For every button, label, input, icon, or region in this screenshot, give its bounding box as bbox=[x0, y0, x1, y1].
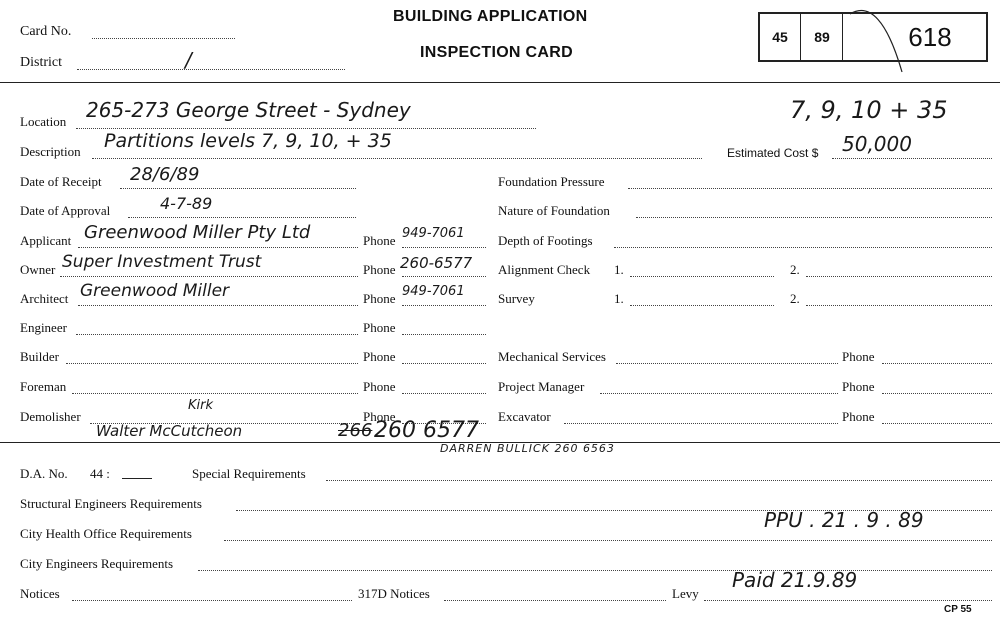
notices-line bbox=[72, 600, 352, 601]
survey-line-1 bbox=[630, 305, 774, 306]
contact-phone-handwriting: 260 6577 bbox=[374, 418, 479, 443]
applicant-value: Greenwood Miller Pty Ltd bbox=[84, 222, 311, 243]
notices-label: Notices bbox=[20, 586, 60, 601]
engineer-phone-line bbox=[402, 334, 486, 335]
alignment-check-num-1: 1. bbox=[614, 262, 624, 277]
location-line bbox=[76, 128, 536, 129]
darren-note: DARREN BULLICK 260 6563 bbox=[440, 442, 615, 455]
da-no-value: 44 : bbox=[90, 466, 110, 481]
health-label: City Health Office Requirements bbox=[20, 526, 192, 541]
applicant-label: Applicant bbox=[20, 233, 72, 248]
da-no-dash bbox=[122, 478, 152, 479]
nature-foundation-label: Nature of Foundation bbox=[498, 203, 610, 218]
district-label: District bbox=[20, 55, 62, 70]
card-number: 618 bbox=[908, 21, 952, 52]
form-code: CP 55 bbox=[944, 604, 972, 615]
health-line bbox=[224, 540, 992, 541]
mechanical-phone-line bbox=[882, 363, 992, 364]
builder-line bbox=[66, 363, 358, 364]
depth-footings-label: Depth of Footings bbox=[498, 233, 593, 248]
box-code-1: 45 bbox=[772, 29, 788, 45]
owner-line bbox=[60, 276, 358, 277]
date-approval-label: Date of Approval bbox=[20, 203, 111, 218]
owner-phone-label: Phone bbox=[363, 262, 396, 277]
survey-line-2 bbox=[806, 305, 992, 306]
contact-handwriting: Walter McCutcheon bbox=[96, 422, 243, 440]
nature-foundation-line bbox=[636, 217, 992, 218]
form-title-line2: INSPECTION CARD bbox=[420, 44, 573, 61]
mechanical-line bbox=[616, 363, 838, 364]
city-engineers-label: City Engineers Requirements bbox=[20, 556, 174, 571]
health-value: PPU . 21 . 9 . 89 bbox=[764, 508, 924, 532]
box-code-2: 89 bbox=[814, 29, 830, 45]
owner-label: Owner bbox=[20, 262, 56, 277]
project-manager-line bbox=[600, 393, 838, 394]
survey-label: Survey bbox=[498, 291, 535, 306]
survey-num-2: 2. bbox=[790, 291, 800, 306]
demolisher-value: Kirk bbox=[188, 398, 214, 413]
architect-value: Greenwood Miller bbox=[80, 281, 230, 301]
da-no-label: D.A. No. bbox=[20, 466, 68, 481]
engineer-phone-label: Phone bbox=[363, 320, 396, 335]
excavator-phone-label: Phone bbox=[842, 409, 875, 424]
date-receipt-line bbox=[120, 188, 356, 189]
builder-phone-line bbox=[402, 363, 486, 364]
builder-label: Builder bbox=[20, 349, 59, 364]
mechanical-phone-label: Phone bbox=[842, 349, 875, 364]
date-receipt-label: Date of Receipt bbox=[20, 174, 102, 189]
architect-line bbox=[78, 305, 358, 306]
levy-value: Paid 21.9.89 bbox=[732, 568, 858, 592]
owner-phone-line bbox=[402, 276, 486, 277]
struck-number: 266 bbox=[338, 420, 373, 441]
alignment-check-label: Alignment Check bbox=[498, 262, 591, 277]
project-manager-phone-line bbox=[882, 393, 992, 394]
architect-phone-value: 949-7061 bbox=[402, 284, 465, 299]
structural-label: Structural Engineers Requirements bbox=[20, 496, 202, 511]
alignment-check-line-2 bbox=[806, 276, 992, 277]
date-receipt-value: 28/6/89 bbox=[130, 164, 200, 185]
special-requirements-line bbox=[326, 480, 992, 481]
applicant-phone-value: 949-7061 bbox=[402, 226, 465, 241]
card-no-label: Card No. bbox=[20, 24, 72, 39]
estimated-cost-value: 50,000 bbox=[842, 132, 912, 156]
card-no-line bbox=[92, 38, 235, 39]
box-divider bbox=[800, 14, 801, 60]
pen-stroke-mark bbox=[842, 2, 912, 82]
estimated-cost-label: Estimated Cost $ bbox=[727, 146, 819, 160]
survey-num-1: 1. bbox=[614, 291, 624, 306]
excavator-label: Excavator bbox=[498, 409, 551, 424]
description-value: Partitions levels 7, 9, 10, + 35 bbox=[104, 130, 392, 152]
applicant-phone-line bbox=[402, 247, 486, 248]
architect-label: Architect bbox=[20, 291, 69, 306]
header-rule bbox=[0, 82, 1000, 83]
architect-phone-line bbox=[402, 305, 486, 306]
depth-footings-line bbox=[614, 247, 992, 248]
foundation-pressure-label: Foundation Pressure bbox=[498, 174, 605, 189]
alignment-check-line-1 bbox=[630, 276, 774, 277]
excavator-line bbox=[564, 423, 838, 424]
project-manager-phone-label: Phone bbox=[842, 379, 875, 394]
special-requirements-label: Special Requirements bbox=[192, 466, 306, 481]
foreman-line bbox=[72, 393, 358, 394]
city-engineers-line bbox=[198, 570, 992, 571]
levy-line bbox=[704, 600, 992, 601]
applicant-phone-label: Phone bbox=[363, 233, 396, 248]
foreman-label: Foreman bbox=[20, 379, 67, 394]
builder-phone-label: Phone bbox=[363, 349, 396, 364]
form-title-line1: BUILDING APPLICATION bbox=[393, 8, 588, 25]
district-line bbox=[77, 69, 345, 70]
excavator-phone-line bbox=[882, 423, 992, 424]
owner-value: Super Investment Trust bbox=[62, 252, 262, 272]
engineer-label: Engineer bbox=[20, 320, 67, 335]
foundation-pressure-line bbox=[628, 188, 992, 189]
owner-phone-value: 260-6577 bbox=[400, 254, 473, 272]
description-label: Description bbox=[20, 144, 81, 159]
location-label: Location bbox=[20, 114, 67, 129]
demolisher-phone-label: Phone bbox=[363, 409, 396, 424]
card-number-box bbox=[758, 12, 988, 62]
architect-phone-label: Phone bbox=[363, 291, 396, 306]
applicant-line bbox=[78, 247, 358, 248]
estimated-cost-line bbox=[832, 158, 992, 159]
location-value: 265-273 George Street - Sydney bbox=[86, 98, 411, 122]
foreman-phone-line bbox=[402, 393, 486, 394]
foreman-phone-label: Phone bbox=[363, 379, 396, 394]
district-value: / bbox=[185, 48, 192, 72]
description-line bbox=[92, 158, 702, 159]
project-manager-label: Project Manager bbox=[498, 379, 585, 394]
alignment-check-num-2: 2. bbox=[790, 262, 800, 277]
notices-317d-line bbox=[444, 600, 666, 601]
date-approval-value: 4-7-89 bbox=[160, 194, 213, 213]
date-approval-line bbox=[128, 217, 356, 218]
levy-label: Levy bbox=[672, 586, 699, 601]
engineer-line bbox=[76, 334, 358, 335]
mechanical-label: Mechanical Services bbox=[498, 349, 606, 364]
notices-317d-label: 317D Notices bbox=[358, 586, 430, 601]
demolisher-label: Demolisher bbox=[20, 409, 81, 424]
levels-note: 7, 9, 10 + 35 bbox=[790, 96, 948, 124]
